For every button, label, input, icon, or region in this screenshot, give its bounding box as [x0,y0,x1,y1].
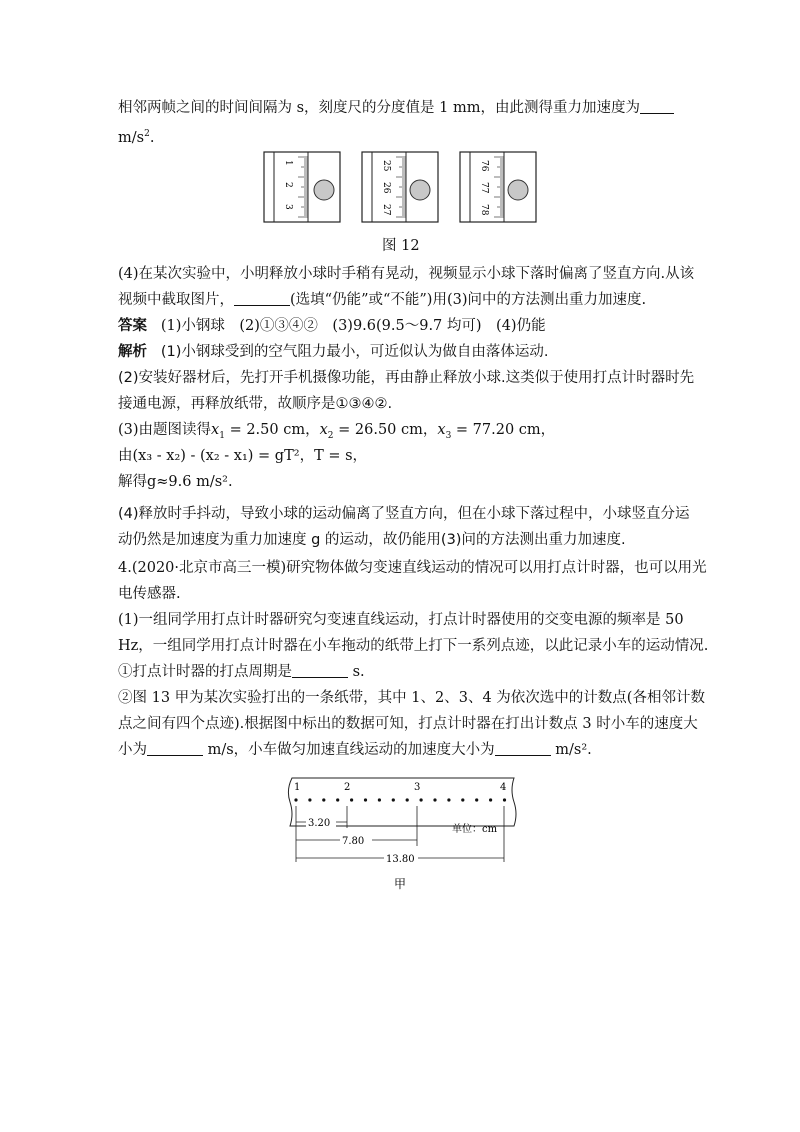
text-frame-interval: 相邻两帧之间的时间间隔为 [118,100,292,116]
q-next-line-1: 4.(2020·北京市高三一模)研究物体做匀变速直线运动的情况可以用打点计时器，也可以用光 [118,560,707,576]
text-scale-division: s，刻度尺的分度值是 1 mm，由此测得重力加速度为 [292,100,640,116]
unit-ms: m/s [118,129,145,146]
tape-dot [475,798,478,801]
q-next-text-8a: 小为 [118,742,147,758]
analysis-line-2: (2)安装好器材后，先打开手机摄像功能，再由静止释放小球.这类似于使用打点计时器时先 [118,370,695,386]
q4-line-2 [118,290,646,310]
q-next-text-5b: s. [348,664,365,680]
analysis-text-1: (1)小钢球受到的空气阻力最小，可近似认为做自由落体运动. [160,344,549,360]
answer-line [118,316,546,336]
tape-dot [420,798,423,801]
q-next-text-8b: m/s，小车做匀加速直线运动的加速度大小为 [203,742,495,758]
var-x2: x [319,422,328,438]
tape-dot [336,798,339,801]
q-next-line-2: 电传感器. [118,586,181,602]
q4-text-b: (选填“仍能”或“不能”)用(3)问中的方法测出重力加速度. [290,292,647,308]
tape-dot [447,798,450,801]
sub-1: 1 [219,430,225,441]
q-next-line-5 [118,662,365,682]
figure-13-tape [0,770,800,900]
ruler-label: 1 [283,160,293,166]
tape-dot [378,798,381,801]
q-next-line-7: 点之间有四个点迹).根据图中标出的数据可知，打点计时器在打出计数点 3 时小车的速度大 [118,716,698,732]
ruler-panel-3 [460,152,536,222]
analysis-line-8: 动仍然是加速度为重力加速度 g 的运动，故仍能用(3)问的方法测出重力加速度. [118,532,626,548]
q-next-text-8c: m/s². [550,742,592,758]
tape-point-1: 1 [294,782,301,793]
ruler-label: 2 [283,182,293,188]
answer-label: 答案 [118,318,147,334]
var-x3: x [437,422,446,438]
tape-dot [461,798,464,801]
var-x1: x [211,422,220,438]
answer-blank-q4[interactable] [234,291,290,306]
analysis-line-1 [118,342,548,362]
answer-text: (1)小钢球 (2)①③④② (3)9.6(9.5～9.7 均可) (4)仍能 [160,318,546,334]
tape-dist-3: 13.80 [386,854,415,865]
figure-12-rulers [0,148,800,228]
answer-blank-period[interactable] [292,663,348,678]
tape-dot [392,798,395,801]
tape-dot [364,798,367,801]
tape-dot [294,798,297,801]
answer-blank-velocity[interactable] [147,741,203,756]
ruler-label: 78 [479,204,489,216]
tape-dist-2: 7.80 [342,836,365,847]
analysis-line-6: 解得g≈9.6 m/s². [118,474,233,490]
ruler-panel-2 [362,152,438,222]
tape-dot [406,798,409,801]
figure-12-caption: 图 12 [382,238,420,254]
tape-point-4: 4 [500,782,507,793]
intro-line-2 [118,124,154,148]
ruler-label: 76 [479,160,489,172]
tape-point-2: 2 [344,782,351,793]
q-next-text-5a: ①打点计时器的打点周期是 [118,664,292,680]
analysis-line-3: 接通电源，再释放纸带，故顺序是①③④②. [118,396,393,412]
intro-line-1 [118,98,674,118]
tape-dist-1: 3.20 [308,818,331,829]
tape-dot [322,798,325,801]
q-next-line-3: (1)一组同学用打点计时器研究匀变速直线运动，打点计时器使用的交变电源的频率是 50 [118,612,684,628]
ruler-panel-1 [264,152,340,222]
tape-point-3: 3 [414,782,421,793]
q4-text-a: 视频中截取图片， [118,292,234,308]
tape-dot [350,798,353,801]
answer-blank-g[interactable] [640,99,674,114]
ruler-label: 3 [283,204,293,210]
unit-period: . [149,129,155,146]
unit-exp: 2 [144,129,150,139]
q-next-line-8 [118,740,592,760]
ruler-label: 77 [479,182,489,194]
tape-dot [308,798,311,801]
analysis-line-7: (4)释放时手抖动，导致小球的运动偏离了竖直方向，但在小球下落过程中，小球竖直分运 [118,506,690,522]
val-x1: = 2.50 cm， [224,422,320,438]
sub-3: 3 [445,430,452,441]
val-x3: = 77.20 cm， [451,422,556,438]
analysis-line-5: 由(x₃ - x₂) - (x₂ - x₁) = gT²，T = s， [118,448,368,464]
q-next-line-4: Hz，一组同学用打点计时器在小车拖动的纸带上打下一系列点迹，以此记录小车的运动情况. [118,638,709,654]
analysis-text-4: (3)由题图读得 [118,422,212,438]
q-next-line-6: ②图 13 甲为某次实验打出的一条纸带，其中 1、2、3、4 为依次选中的计数点(各相邻计数 [118,690,705,706]
analysis-label: 解析 [118,344,147,360]
val-x2: = 26.50 cm， [333,422,438,438]
q4-line-1: (4)在某次实验中，小明释放小球时手稍有晃动，视频显示小球下落时偏离了竖直方向.从该 [118,266,695,282]
analysis-line-4 [118,420,555,446]
tape-unit: 单位：cm [452,824,498,835]
sub-2: 2 [327,430,334,441]
tape-dot [433,798,436,801]
ruler-label: 25 [381,160,391,172]
ruler-label: 27 [381,204,391,216]
answer-blank-acceleration[interactable] [495,741,551,756]
tape-dot [489,798,492,801]
ruler-label: 26 [381,182,391,194]
tape-dot [503,798,506,801]
tape-caption: 甲 [394,877,407,891]
